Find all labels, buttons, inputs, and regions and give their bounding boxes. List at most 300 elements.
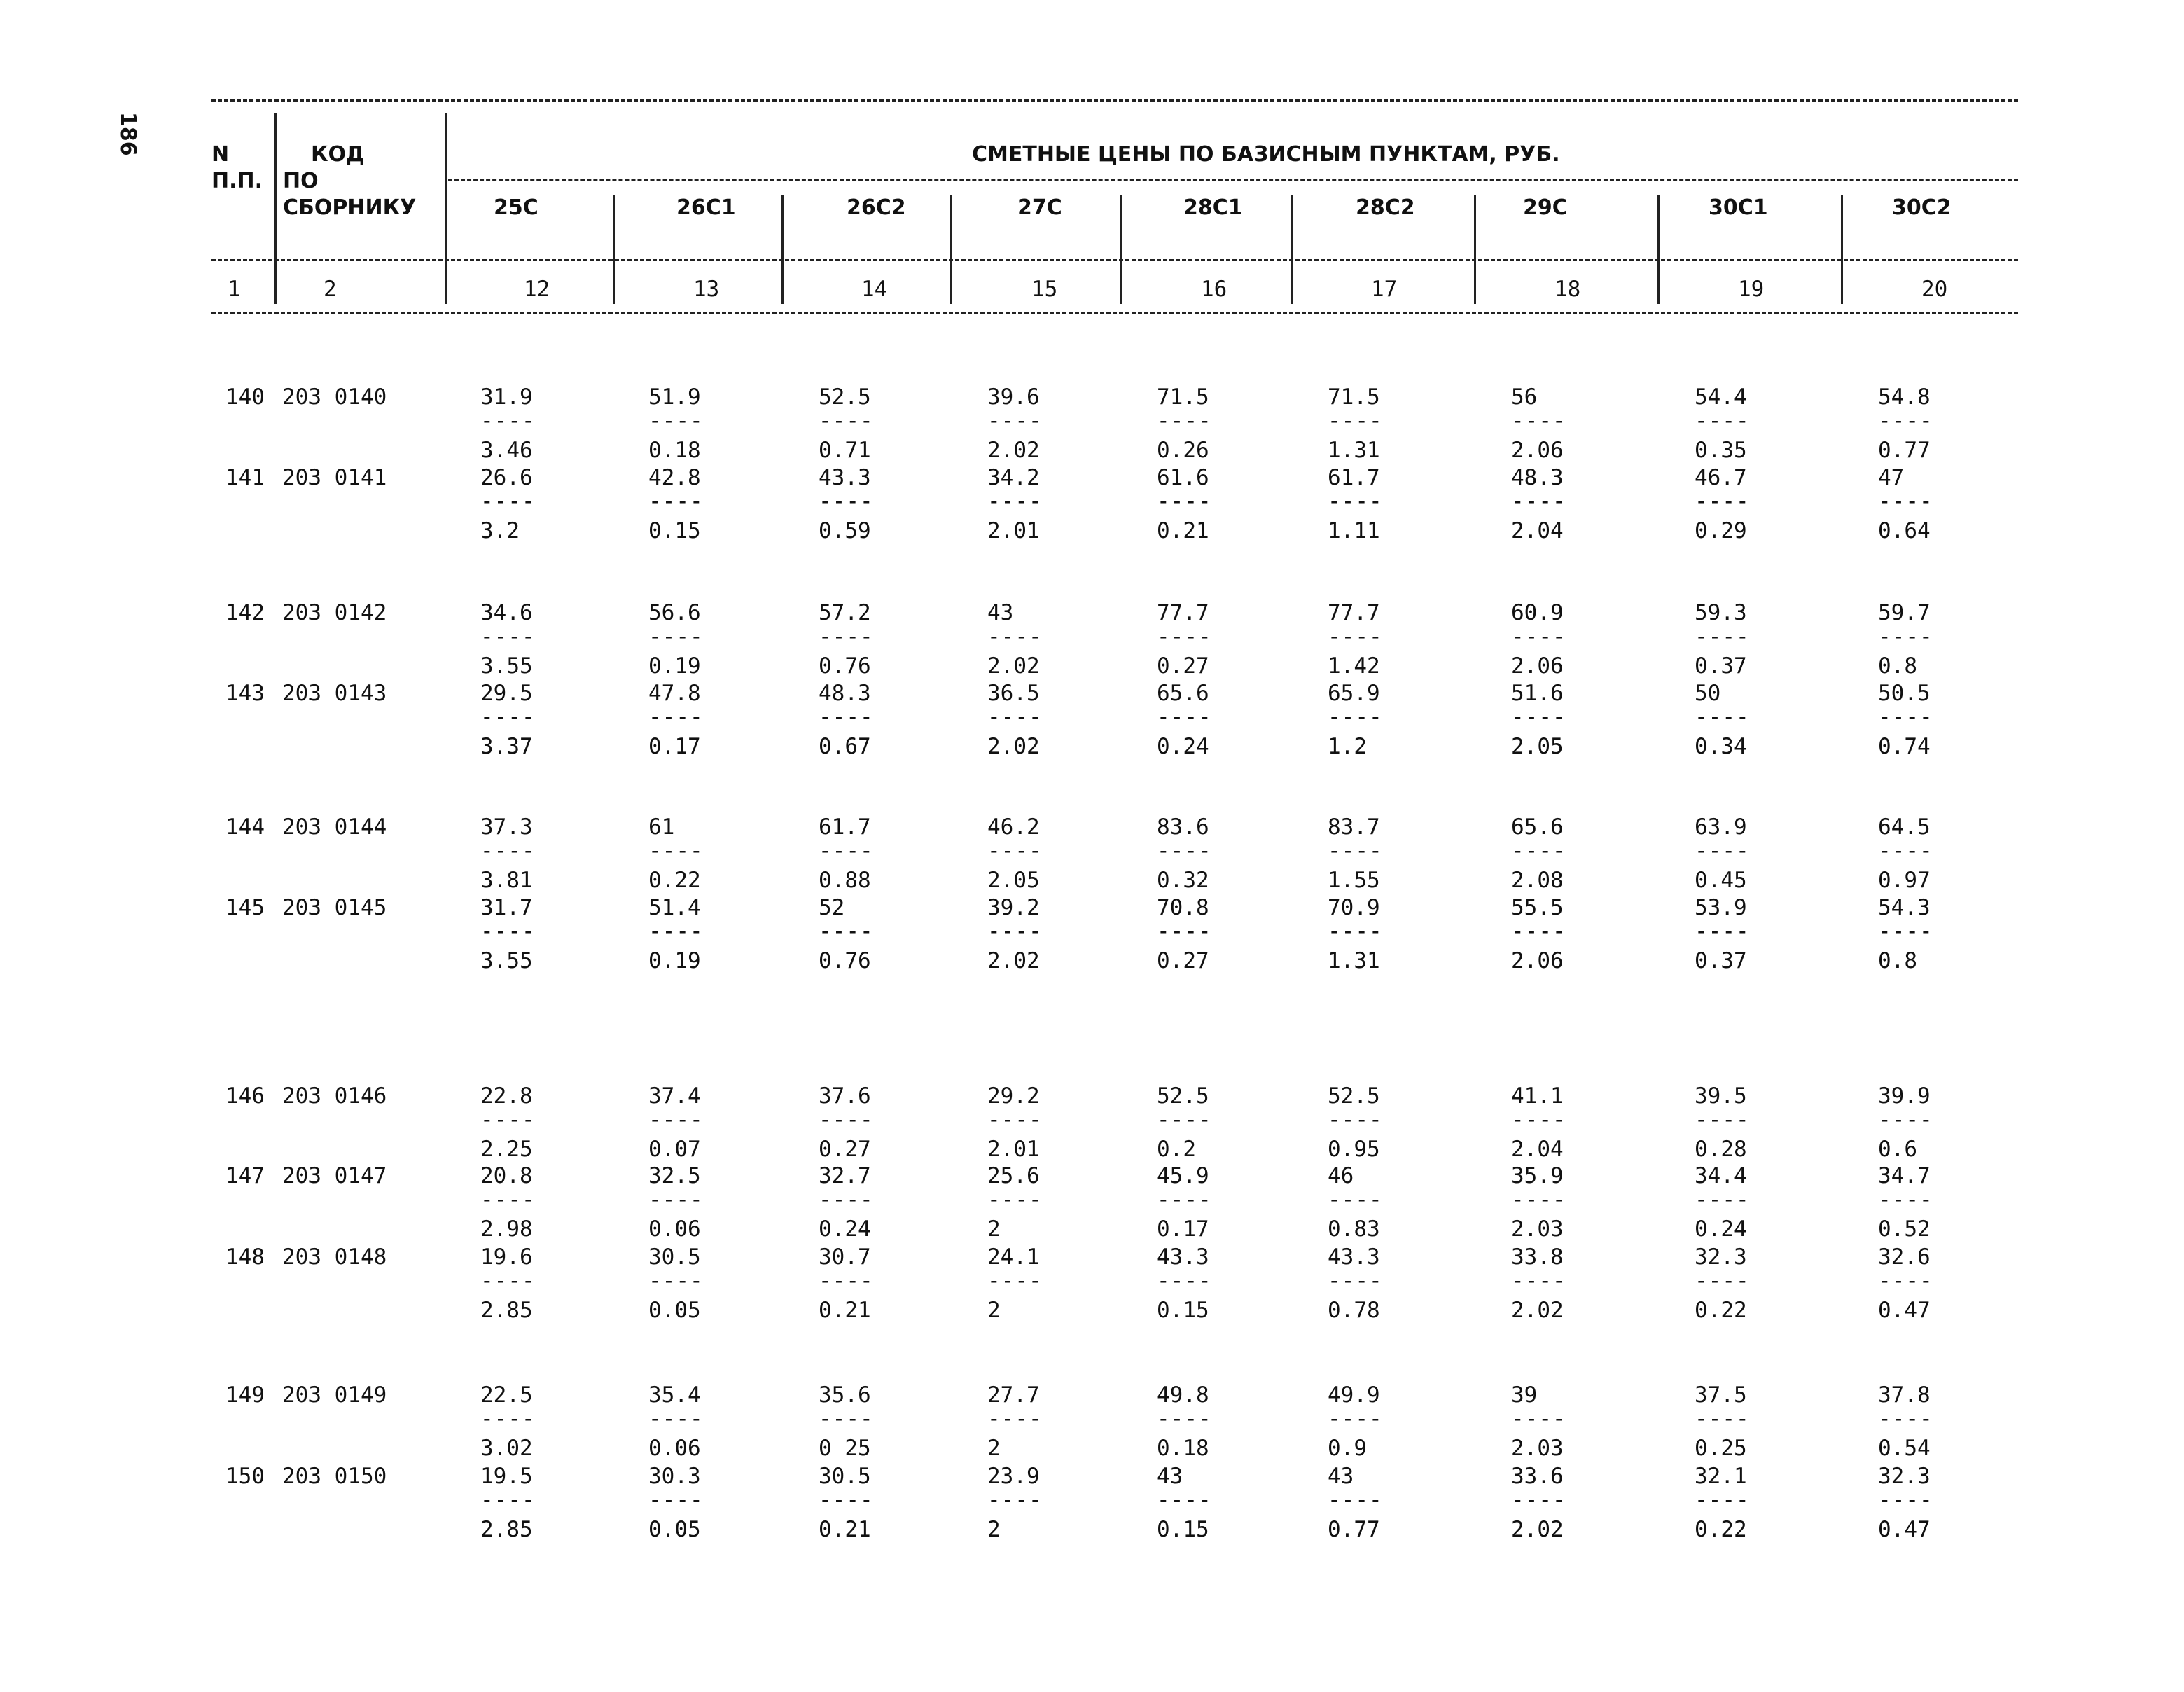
coefficient-value: 0.17	[1157, 1216, 1209, 1242]
row-code: 203 0149	[282, 1382, 387, 1408]
fraction-bar: ----	[1695, 624, 1750, 649]
price-col-header: 25С	[494, 195, 538, 220]
row-number: 143	[225, 681, 265, 706]
row-code: 203 0145	[282, 895, 387, 920]
price-value: 22.8	[480, 1083, 533, 1109]
price-value: 37.5	[1695, 1382, 1747, 1408]
fraction-bar: ----	[1878, 838, 1933, 864]
price-value: 20.8	[480, 1163, 533, 1188]
price-value: 70.8	[1157, 895, 1209, 920]
header-bottom-rule	[211, 312, 2018, 314]
price-value: 19.6	[480, 1244, 533, 1270]
price-value: 32.1	[1695, 1464, 1747, 1489]
price-value: 41.1	[1511, 1083, 1564, 1109]
coefficient-value: 2.06	[1511, 653, 1564, 679]
price-value: 46	[1328, 1163, 1354, 1188]
price-value: 53.9	[1695, 895, 1747, 920]
price-value: 33.6	[1511, 1464, 1564, 1489]
fraction-bar: ----	[1695, 1406, 1750, 1431]
fraction-bar: ----	[480, 624, 536, 649]
fraction-bar: ----	[1328, 489, 1383, 514]
price-value: 45.9	[1157, 1163, 1209, 1188]
price-value: 59.7	[1878, 600, 1931, 625]
coefficient-value: 3.02	[480, 1436, 533, 1461]
fraction-bar: ----	[1328, 1488, 1383, 1513]
coefficient-value: 0.67	[819, 734, 871, 759]
price-value: 54.8	[1878, 384, 1931, 410]
divider-c4	[1120, 195, 1122, 304]
fraction-bar: ----	[1695, 705, 1750, 730]
price-value: 42.8	[648, 465, 701, 490]
coefficient-value: 2.08	[1511, 868, 1564, 893]
fraction-bar: ----	[1157, 838, 1212, 864]
fraction-bar: ----	[1328, 919, 1383, 944]
divider-c2	[781, 195, 784, 304]
col-code-line2: ПО	[283, 169, 319, 193]
coefficient-value: 1.31	[1328, 438, 1380, 463]
price-value: 29.2	[987, 1083, 1040, 1109]
price-value: 32.3	[1695, 1244, 1747, 1270]
price-value: 27.7	[987, 1382, 1040, 1408]
price-value: 35.9	[1511, 1163, 1564, 1188]
coefficient-value: 0.37	[1695, 948, 1747, 973]
price-value: 43.3	[1157, 1244, 1209, 1270]
index-number: 2	[324, 277, 337, 302]
coefficient-value: 0.26	[1157, 438, 1209, 463]
fraction-bar: ----	[480, 1187, 536, 1212]
coefficient-value: 0.8	[1878, 948, 1917, 973]
coefficient-value: 2.06	[1511, 438, 1564, 463]
fraction-bar: ----	[648, 838, 704, 864]
price-value: 54.3	[1878, 895, 1931, 920]
coefficient-value: 0.71	[819, 438, 871, 463]
coefficient-value: 2.98	[480, 1216, 533, 1242]
coefficient-value: 3.81	[480, 868, 533, 893]
coefficient-value: 2.02	[987, 734, 1040, 759]
index-number: 15	[1031, 277, 1058, 302]
price-value: 32.6	[1878, 1244, 1931, 1270]
price-value: 37.4	[648, 1083, 701, 1109]
coefficient-value: 0.24	[819, 1216, 871, 1242]
coefficient-value: 1.2	[1328, 734, 1367, 759]
fraction-bar: ----	[1878, 624, 1933, 649]
row-number: 144	[225, 814, 265, 840]
price-value: 34.4	[1695, 1163, 1747, 1188]
coefficient-value: 0.24	[1157, 734, 1209, 759]
coefficient-value: 0.45	[1695, 868, 1747, 893]
divider-c6	[1474, 195, 1476, 304]
fraction-bar: ----	[1157, 1268, 1212, 1294]
fraction-bar: ----	[1878, 1187, 1933, 1212]
price-value: 61.6	[1157, 465, 1209, 490]
coefficient-value: 0 25	[819, 1436, 871, 1461]
coefficient-value: 2	[987, 1517, 1001, 1542]
price-value: 39.6	[987, 384, 1040, 410]
price-value: 54.4	[1695, 384, 1747, 410]
fraction-bar: ----	[987, 705, 1043, 730]
coefficient-value: 2	[987, 1436, 1001, 1461]
row-code: 203 0148	[282, 1244, 387, 1270]
coefficient-value: 0.21	[819, 1517, 871, 1542]
page-number: 186	[116, 112, 140, 156]
coefficient-value: 0.05	[648, 1517, 701, 1542]
fraction-bar: ----	[480, 1488, 536, 1513]
price-value: 39.5	[1695, 1083, 1747, 1109]
price-value: 31.7	[480, 895, 533, 920]
coefficient-value: 0.17	[648, 734, 701, 759]
coefficient-value: 0.07	[648, 1137, 701, 1162]
coefficient-value: 2.04	[1511, 1137, 1564, 1162]
price-value: 52.5	[1157, 1083, 1209, 1109]
price-value: 34.2	[987, 465, 1040, 490]
price-value: 50	[1695, 681, 1721, 706]
header-sub-rule	[448, 179, 2018, 181]
fraction-bar: ----	[987, 838, 1043, 864]
coefficient-value: 0.8	[1878, 653, 1917, 679]
fraction-bar: ----	[1157, 408, 1212, 434]
coefficient-value: 3.55	[480, 653, 533, 679]
coefficient-value: 2.02	[987, 948, 1040, 973]
fraction-bar: ----	[819, 1488, 874, 1513]
price-value: 71.5	[1328, 384, 1380, 410]
price-value: 43.3	[1328, 1244, 1380, 1270]
coefficient-value: 0.06	[648, 1216, 701, 1242]
coefficient-value: 0.19	[648, 948, 701, 973]
coefficient-value: 0.2	[1157, 1137, 1196, 1162]
fraction-bar: ----	[1157, 1187, 1212, 1212]
price-col-header: 27С	[1017, 195, 1062, 220]
fraction-bar: ----	[1328, 1187, 1383, 1212]
fraction-bar: ----	[987, 489, 1043, 514]
fraction-bar: ----	[987, 624, 1043, 649]
price-value: 65.9	[1328, 681, 1380, 706]
row-number: 149	[225, 1382, 265, 1408]
fraction-bar: ----	[987, 408, 1043, 434]
coefficient-value: 2.85	[480, 1298, 533, 1323]
price-value: 51.6	[1511, 681, 1564, 706]
fraction-bar: ----	[480, 705, 536, 730]
fraction-bar: ----	[1695, 1488, 1750, 1513]
fraction-bar: ----	[1328, 408, 1383, 434]
coefficient-value: 0.76	[819, 948, 871, 973]
coefficient-value: 0.77	[1878, 438, 1931, 463]
divider-c1	[613, 195, 615, 304]
coefficient-value: 2.02	[987, 438, 1040, 463]
index-number: 20	[1921, 277, 1948, 302]
fraction-bar: ----	[1328, 705, 1383, 730]
fraction-bar: ----	[1328, 1406, 1383, 1431]
index-number: 19	[1738, 277, 1765, 302]
coefficient-value: 0.27	[1157, 653, 1209, 679]
price-value: 32.5	[648, 1163, 701, 1188]
coefficient-value: 0.47	[1878, 1517, 1931, 1542]
fraction-bar: ----	[819, 705, 874, 730]
row-number: 140	[225, 384, 265, 410]
price-col-header: 28С2	[1356, 195, 1415, 220]
fraction-bar: ----	[1695, 489, 1750, 514]
coefficient-value: 0.21	[819, 1298, 871, 1323]
coefficient-value: 0.97	[1878, 868, 1931, 893]
coefficient-value: 0.28	[1695, 1137, 1747, 1162]
coefficient-value: 0.24	[1695, 1216, 1747, 1242]
coefficient-value: 0.59	[819, 518, 871, 543]
price-value: 46.2	[987, 814, 1040, 840]
index-number: 1	[228, 277, 241, 302]
index-number: 12	[524, 277, 550, 302]
coefficient-value: 0.9	[1328, 1436, 1367, 1461]
fraction-bar: ----	[1695, 1268, 1750, 1294]
price-col-header: 28С1	[1183, 195, 1243, 220]
price-col-header: 26С1	[676, 195, 736, 220]
price-value: 22.5	[480, 1382, 533, 1408]
row-number: 142	[225, 600, 265, 625]
fraction-bar: ----	[480, 838, 536, 864]
price-value: 56	[1511, 384, 1538, 410]
fraction-bar: ----	[1157, 705, 1212, 730]
fraction-bar: ----	[987, 1488, 1043, 1513]
price-value: 51.9	[648, 384, 701, 410]
fraction-bar: ----	[480, 919, 536, 944]
price-value: 33.8	[1511, 1244, 1564, 1270]
price-value: 55.5	[1511, 895, 1564, 920]
price-value: 35.4	[648, 1382, 701, 1408]
price-value: 34.6	[480, 600, 533, 625]
fraction-bar: ----	[987, 1406, 1043, 1431]
divider-c8	[1841, 195, 1843, 304]
divider-num	[274, 113, 277, 304]
price-value: 36.5	[987, 681, 1040, 706]
price-value: 51.4	[648, 895, 701, 920]
price-value: 64.5	[1878, 814, 1931, 840]
price-value: 83.6	[1157, 814, 1209, 840]
price-value: 39	[1511, 1382, 1538, 1408]
coefficient-value: 0.76	[819, 653, 871, 679]
price-value: 39.9	[1878, 1083, 1931, 1109]
price-value: 43	[1328, 1464, 1354, 1489]
price-value: 35.6	[819, 1382, 871, 1408]
fraction-bar: ----	[819, 919, 874, 944]
coefficient-value: 2.04	[1511, 518, 1564, 543]
price-value: 83.7	[1328, 814, 1380, 840]
fraction-bar: ----	[1328, 624, 1383, 649]
fraction-bar: ----	[1511, 1406, 1566, 1431]
price-value: 50.5	[1878, 681, 1931, 706]
price-value: 46.7	[1695, 465, 1747, 490]
index-number: 14	[861, 277, 888, 302]
row-code: 203 0144	[282, 814, 387, 840]
coefficient-value: 2.03	[1511, 1216, 1564, 1242]
price-value: 25.6	[987, 1163, 1040, 1188]
fraction-bar: ----	[648, 705, 704, 730]
row-code: 203 0140	[282, 384, 387, 410]
price-col-header: 29С	[1523, 195, 1568, 220]
coefficient-value: 0.18	[648, 438, 701, 463]
coefficient-value: 0.06	[648, 1436, 701, 1461]
coefficient-value: 2.02	[1511, 1298, 1564, 1323]
fraction-bar: ----	[1878, 705, 1933, 730]
coefficient-value: 1.11	[1328, 518, 1380, 543]
coefficient-value: 2.06	[1511, 948, 1564, 973]
fraction-bar: ----	[480, 408, 536, 434]
coefficient-value: 0.78	[1328, 1298, 1380, 1323]
coefficient-value: 2	[987, 1298, 1001, 1323]
price-value: 43	[1157, 1464, 1183, 1489]
coefficient-value: 2.05	[987, 868, 1040, 893]
price-value: 47.8	[648, 681, 701, 706]
coefficient-value: 0.27	[1157, 948, 1209, 973]
price-value: 30.5	[648, 1244, 701, 1270]
fraction-bar: ----	[1511, 408, 1566, 434]
price-value: 61.7	[1328, 465, 1380, 490]
price-value: 56.6	[648, 600, 701, 625]
divider-c3	[950, 195, 952, 304]
row-number: 148	[225, 1244, 265, 1270]
price-value: 30.5	[819, 1464, 871, 1489]
price-value: 32.7	[819, 1163, 871, 1188]
row-number: 146	[225, 1083, 265, 1109]
coefficient-value: 0.15	[1157, 1517, 1209, 1542]
fraction-bar: ----	[1511, 1187, 1566, 1212]
coefficient-value: 0.15	[1157, 1298, 1209, 1323]
fraction-bar: ----	[1878, 919, 1933, 944]
fraction-bar: ----	[1878, 408, 1933, 434]
fraction-bar: ----	[1878, 1107, 1933, 1132]
coefficient-value: 1.55	[1328, 868, 1380, 893]
row-code: 203 0146	[282, 1083, 387, 1109]
price-col-header: 30С1	[1709, 195, 1768, 220]
index-number: 18	[1554, 277, 1581, 302]
fraction-bar: ----	[1157, 1406, 1212, 1431]
coefficient-value: 0.74	[1878, 734, 1931, 759]
coefficient-value: 2.85	[480, 1517, 533, 1542]
coefficient-value: 0.95	[1328, 1137, 1380, 1162]
price-value: 61.7	[819, 814, 871, 840]
col-num-line1: N	[211, 142, 230, 167]
fraction-bar: ----	[1695, 1187, 1750, 1212]
index-number: 17	[1371, 277, 1398, 302]
fraction-bar: ----	[819, 1268, 874, 1294]
fraction-bar: ----	[1511, 1488, 1566, 1513]
fraction-bar: ----	[1511, 838, 1566, 864]
price-value: 39.2	[987, 895, 1040, 920]
coefficient-value: 0.88	[819, 868, 871, 893]
coefficient-value: 0.32	[1157, 868, 1209, 893]
table-top-rule	[211, 99, 2018, 102]
coefficient-value: 0.22	[1695, 1517, 1747, 1542]
coefficient-value: 3.55	[480, 948, 533, 973]
coefficient-value: 0.77	[1328, 1517, 1380, 1542]
fraction-bar: ----	[1511, 624, 1566, 649]
fraction-bar: ----	[648, 1268, 704, 1294]
fraction-bar: ----	[480, 489, 536, 514]
coefficient-value: 2.01	[987, 518, 1040, 543]
fraction-bar: ----	[1511, 1268, 1566, 1294]
row-number: 141	[225, 465, 265, 490]
coefficient-value: 2.02	[1511, 1517, 1564, 1542]
coefficient-value: 0.27	[819, 1137, 871, 1162]
index-number: 13	[693, 277, 720, 302]
price-value: 61	[648, 814, 675, 840]
coefficient-value: 0.47	[1878, 1298, 1931, 1323]
row-number: 145	[225, 895, 265, 920]
coefficient-value: 2.05	[1511, 734, 1564, 759]
coefficient-value: 2.02	[987, 653, 1040, 679]
divider-c7	[1657, 195, 1660, 304]
coefficient-value: 0.64	[1878, 518, 1931, 543]
row-code: 203 0147	[282, 1163, 387, 1188]
coefficient-value: 0.83	[1328, 1216, 1380, 1242]
fraction-bar: ----	[648, 1488, 704, 1513]
coefficient-value: 2	[987, 1216, 1001, 1242]
fraction-bar: ----	[1695, 408, 1750, 434]
price-value: 31.9	[480, 384, 533, 410]
coefficient-value: 0.05	[648, 1298, 701, 1323]
index-number: 16	[1201, 277, 1227, 302]
coefficient-value: 0.15	[648, 518, 701, 543]
fraction-bar: ----	[1878, 1406, 1933, 1431]
price-col-header: 30С2	[1892, 195, 1952, 220]
fraction-bar: ----	[480, 1268, 536, 1294]
fraction-bar: ----	[1328, 1268, 1383, 1294]
coefficient-value: 0.29	[1695, 518, 1747, 543]
price-value: 23.9	[987, 1464, 1040, 1489]
fraction-bar: ----	[1328, 1107, 1383, 1132]
price-value: 30.3	[648, 1464, 701, 1489]
price-value: 52.5	[819, 384, 871, 410]
price-value: 77.7	[1157, 600, 1209, 625]
fraction-bar: ----	[1511, 489, 1566, 514]
fraction-bar: ----	[987, 1268, 1043, 1294]
coefficient-value: 0.54	[1878, 1436, 1931, 1461]
coefficient-value: 0.22	[648, 868, 701, 893]
price-value: 19.5	[480, 1464, 533, 1489]
fraction-bar: ----	[987, 1107, 1043, 1132]
fraction-bar: ----	[1878, 1268, 1933, 1294]
prices-title: СМЕТНЫЕ ЦЕНЫ ПО БАЗИСНЫМ ПУНКТАМ, РУБ.	[972, 142, 1560, 167]
price-value: 59.3	[1695, 600, 1747, 625]
coefficient-value: 1.31	[1328, 948, 1380, 973]
row-number: 147	[225, 1163, 265, 1188]
row-code: 203 0142	[282, 600, 387, 625]
coefficient-value: 0.52	[1878, 1216, 1931, 1242]
row-code: 203 0143	[282, 681, 387, 706]
price-value: 52	[819, 895, 845, 920]
fraction-bar: ----	[1157, 1488, 1212, 1513]
fraction-bar: ----	[819, 408, 874, 434]
fraction-bar: ----	[819, 1107, 874, 1132]
coefficient-value: 0.19	[648, 653, 701, 679]
price-value: 37.3	[480, 814, 533, 840]
fraction-bar: ----	[648, 624, 704, 649]
coefficient-value: 3.46	[480, 438, 533, 463]
price-value: 65.6	[1157, 681, 1209, 706]
price-value: 52.5	[1328, 1083, 1380, 1109]
price-value: 37.8	[1878, 1382, 1931, 1408]
row-code: 203 0141	[282, 465, 387, 490]
fraction-bar: ----	[1511, 705, 1566, 730]
fraction-bar: ----	[480, 1406, 536, 1431]
price-value: 70.9	[1328, 895, 1380, 920]
fraction-bar: ----	[648, 1107, 704, 1132]
price-value: 63.9	[1695, 814, 1747, 840]
price-value: 30.7	[819, 1244, 871, 1270]
divider-code	[445, 113, 447, 304]
price-value: 43	[987, 600, 1014, 625]
price-value: 43.3	[819, 465, 871, 490]
price-value: 57.2	[819, 600, 871, 625]
coefficient-value: 0.35	[1695, 438, 1747, 463]
header-mid-rule	[211, 259, 2018, 261]
